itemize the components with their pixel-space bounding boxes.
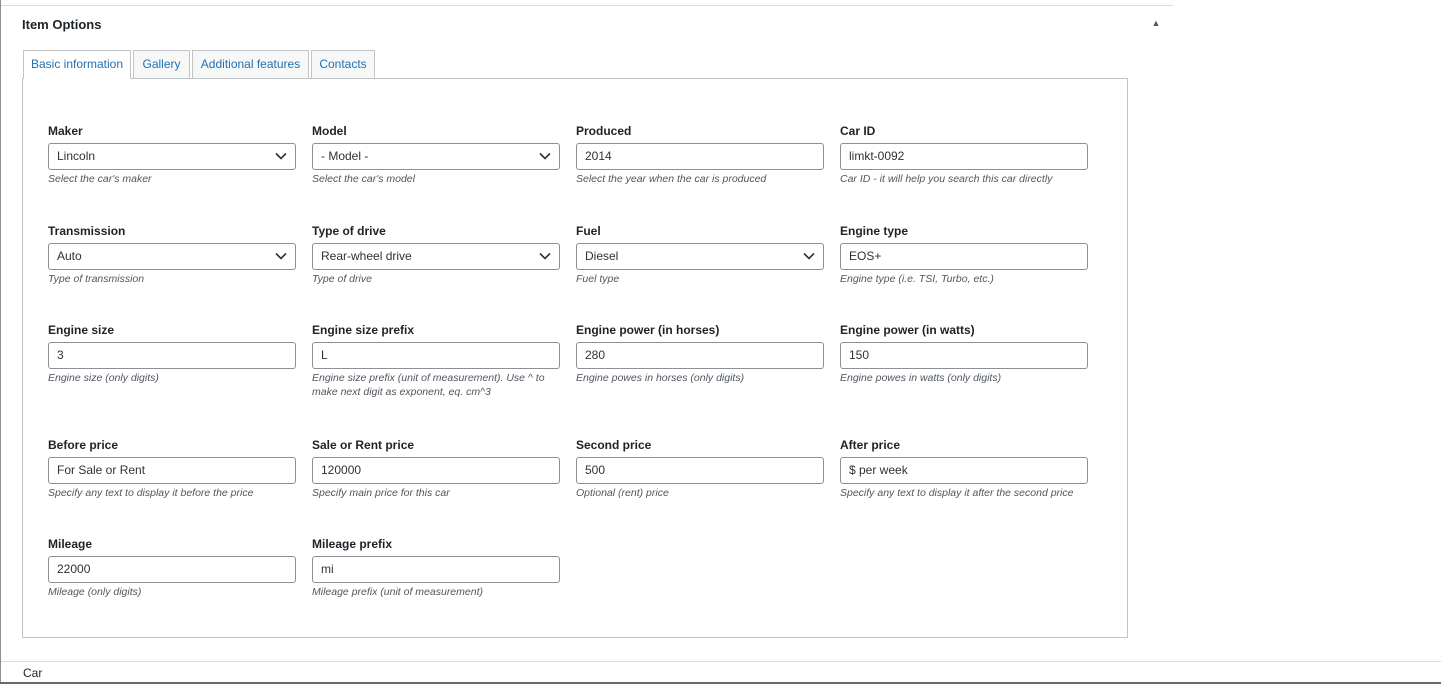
field-label: Engine size: [48, 323, 115, 337]
field-label: Second price: [576, 438, 652, 452]
field-label: Transmission: [48, 224, 126, 238]
field-description: Car ID - it will help you search this car directly: [840, 173, 1053, 185]
tab-panel-basic-information: [22, 78, 1128, 638]
select-value: Diesel: [585, 249, 619, 263]
field-label: Fuel: [576, 224, 601, 238]
field-label: After price: [840, 438, 901, 452]
field-description: Specify any text to display it after the second price: [840, 487, 1074, 499]
engine-size-prefix-input[interactable]: L: [312, 342, 560, 369]
maker-select[interactable]: [48, 143, 296, 170]
select-value: Rear-wheel drive: [321, 249, 412, 263]
metabox-header: [1, 6, 1173, 44]
next-metabox-title: Car: [23, 666, 43, 680]
fuel-select[interactable]: [576, 243, 824, 270]
field-description: Mileage prefix (unit of measurement): [312, 586, 483, 598]
field-description: Engine size (only digits): [48, 372, 159, 384]
mileage-prefix-input[interactable]: mi: [312, 556, 560, 583]
mileage-input[interactable]: 22000: [48, 556, 296, 583]
produced-input[interactable]: 2014: [576, 143, 824, 170]
car-id-input[interactable]: limkt-0092: [840, 143, 1088, 170]
field-description: Select the year when the car is produced: [576, 173, 767, 185]
field-label: Mileage prefix: [312, 537, 393, 551]
tab-contacts[interactable]: Contacts: [311, 50, 375, 78]
tab-basic-information[interactable]: Basic information: [23, 50, 131, 79]
type-of-drive-select[interactable]: [312, 243, 560, 270]
field-label: Model: [312, 124, 347, 138]
field-description: Select the car's model: [312, 173, 415, 185]
field-label: Engine size prefix: [312, 323, 415, 337]
field-description: Engine powes in horses (only digits): [576, 372, 745, 384]
select-value: - Model -: [321, 149, 369, 163]
field-label: Mileage: [48, 537, 93, 551]
after-price-input[interactable]: $ per week: [840, 457, 1088, 484]
field-description: Engine size prefix (unit of measurement). Use ^ to make next digit as exponent, eq. cm^3: [312, 372, 545, 398]
transmission-select[interactable]: [48, 243, 296, 270]
field-label: Produced: [576, 124, 632, 138]
field-description: Engine type (i.e. TSI, Turbo, etc.): [840, 273, 994, 285]
tab-gallery[interactable]: Gallery: [133, 50, 190, 78]
field-label: Engine power (in watts): [840, 323, 975, 337]
select-value: Auto: [57, 249, 82, 263]
field-description: Type of drive: [312, 273, 372, 285]
metabox-title: Item Options: [22, 17, 102, 32]
chevron-down-icon: [539, 252, 551, 260]
before-price-input[interactable]: For Sale or Rent: [48, 457, 296, 484]
field-label: Before price: [48, 438, 119, 452]
field-description: Mileage (only digits): [48, 586, 142, 598]
next-metabox-header: [1, 661, 1441, 683]
engine-power-horses-input[interactable]: 280: [576, 342, 824, 369]
model-select[interactable]: [312, 143, 560, 170]
frame-left-border: [0, 0, 1, 684]
field-description: Select the car's maker: [48, 173, 152, 185]
field-description: Type of transmission: [48, 273, 145, 285]
field-label: Engine type: [840, 224, 909, 238]
field-label: Engine power (in horses): [576, 323, 720, 337]
field-description: Engine powes in watts (only digits): [840, 372, 1002, 384]
field-description: Optional (rent) price: [576, 487, 669, 499]
sale-rent-price-input[interactable]: 120000: [312, 457, 560, 484]
field-description: Fuel type: [576, 273, 620, 285]
field-label: Type of drive: [312, 224, 386, 238]
select-value: Lincoln: [57, 149, 96, 163]
field-label: Car ID: [840, 124, 876, 138]
engine-size-input[interactable]: 3: [48, 342, 296, 369]
chevron-down-icon: [275, 252, 287, 260]
collapse-toggle-icon[interactable]: ▲: [1151, 18, 1161, 28]
chevron-down-icon: [539, 152, 551, 160]
chevron-down-icon: [803, 252, 815, 260]
tab-additional-features[interactable]: Additional features: [192, 50, 309, 78]
second-price-input[interactable]: 500: [576, 457, 824, 484]
chevron-down-icon: [275, 152, 287, 160]
engine-power-watts-input[interactable]: 150: [840, 342, 1088, 369]
field-label: Maker: [48, 124, 83, 138]
field-description: Specify main price for this car: [312, 487, 450, 499]
engine-type-input[interactable]: EOS+: [840, 243, 1088, 270]
field-description: Specify any text to display it before the price: [48, 487, 254, 499]
field-label: Sale or Rent price: [312, 438, 415, 452]
